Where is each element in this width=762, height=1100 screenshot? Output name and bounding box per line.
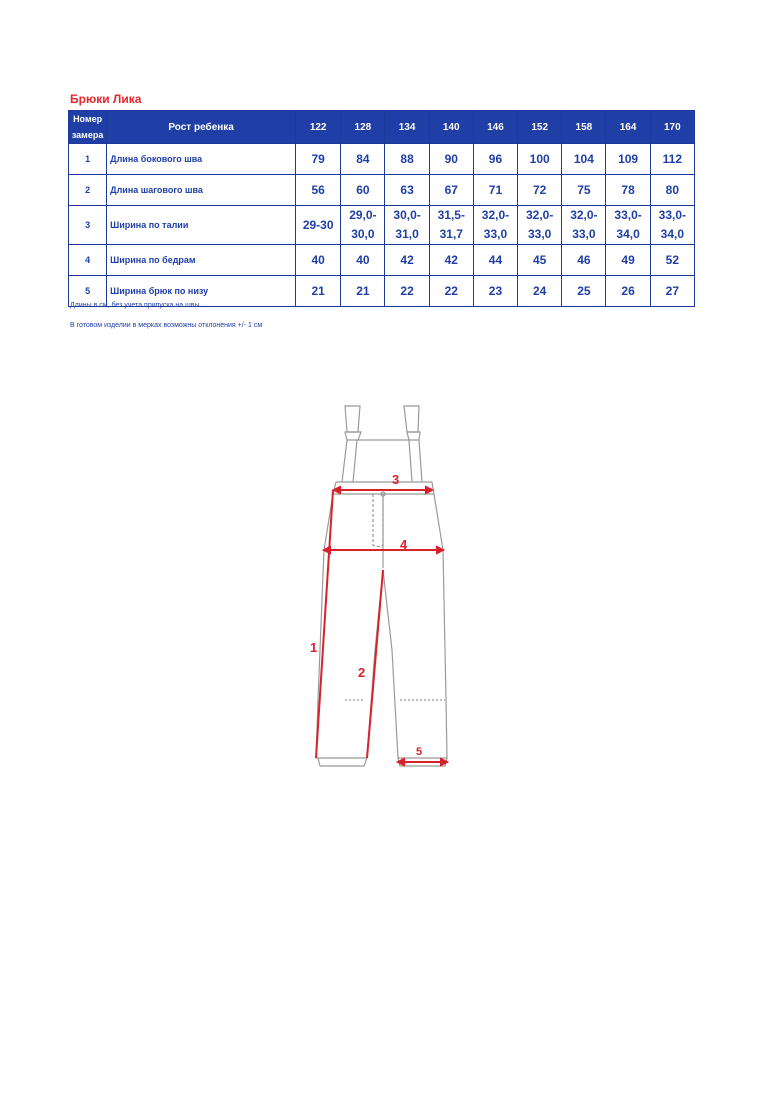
measurement-value: [473, 245, 517, 276]
measure-1-side-seam: [316, 490, 333, 758]
measurement-value: [650, 276, 694, 307]
measurement-value-line: 34,0: [660, 227, 685, 241]
measurement-value: [606, 206, 650, 245]
measurement-value: [606, 175, 650, 206]
measurement-value-line: 56: [311, 183, 325, 197]
measurement-value-line: 100: [529, 152, 550, 166]
measurement-value: [518, 276, 562, 307]
measurement-value-line: 112: [662, 152, 683, 166]
measure-label-2: 2: [358, 665, 366, 680]
note-tolerance: В готовом изделии в мерках возможны отклонения +/- 1 см: [70, 322, 263, 329]
measurement-value-line: 80: [665, 183, 680, 197]
measurement-value-line: 31,0: [395, 227, 419, 241]
measurement-number-header: [69, 111, 107, 144]
measurement-value: [429, 245, 473, 276]
measurement-value-line: 67: [444, 183, 458, 197]
measurement-value: [385, 175, 429, 206]
measurement-value-line: 24: [533, 284, 547, 298]
measurement-value-line: 23: [488, 284, 503, 298]
measurement-value-line: 21: [356, 284, 370, 298]
measurement-value-line: 33,0-: [658, 208, 687, 222]
measurement-value: [341, 276, 385, 307]
measurement-value: [518, 245, 562, 276]
measurement-value-line: 32,0-: [526, 208, 554, 222]
measurement-value: [518, 144, 562, 175]
measurement-value-line: 29-30: [302, 218, 334, 232]
measurement-value: [385, 245, 429, 276]
table-row: [69, 206, 695, 245]
measurement-value: [341, 175, 385, 206]
size-header: 128: [341, 111, 385, 144]
measure-2-inseam: [367, 570, 383, 758]
measurement-value-line: 22: [444, 284, 458, 298]
measurement-value: [562, 175, 606, 206]
measurement-value-line: 90: [444, 152, 458, 166]
measurement-value: [562, 276, 606, 307]
measurement-value-line: 44: [488, 253, 503, 267]
table-row: [69, 245, 695, 276]
measurement-value: [296, 276, 341, 307]
measurement-value-line: 104: [573, 152, 594, 166]
child-height-header: Рост ребенка: [107, 111, 296, 144]
measurement-value-line: 25: [577, 284, 591, 298]
measurement-value: [429, 206, 473, 245]
measurement-number: 1: [69, 144, 107, 175]
measurement-value: [429, 144, 473, 175]
measurement-value-line: 34,0: [616, 227, 640, 241]
measurement-value-line: 49: [621, 253, 635, 267]
measurement-value-line: 33,0: [528, 227, 552, 241]
table-header-row: [69, 111, 695, 144]
overalls-technical-drawing: [300, 400, 460, 780]
size-header: 140: [429, 111, 473, 144]
measurement-value-line: 40: [311, 253, 325, 267]
measurement-name: Ширина брюк по низу: [107, 276, 296, 307]
measurement-value: [473, 175, 517, 206]
measurement-value-line: 32,0-: [481, 208, 510, 222]
measurement-value-line: 26: [621, 284, 635, 298]
measurement-value: [606, 144, 650, 175]
measurement-value-line: 88: [400, 152, 414, 166]
measurement-value: [429, 175, 473, 206]
measurement-value-line: 46: [577, 253, 591, 267]
note-units: Длины в см, без учета припуска на швы: [70, 302, 200, 309]
measurement-value-line: 27: [665, 284, 680, 298]
measurement-value: [296, 144, 341, 175]
size-header: 152: [518, 111, 562, 144]
measurement-value: [385, 144, 429, 175]
measurement-value-line: 33,0-: [614, 208, 642, 222]
measurement-name: Ширина по бедрам: [107, 245, 296, 276]
measurement-value-line: 22: [400, 284, 414, 298]
measurement-lines: [316, 487, 447, 765]
measurement-value: [606, 245, 650, 276]
measurement-value-line: 30,0: [351, 227, 375, 241]
measurement-value: [341, 144, 385, 175]
size-header: 146: [473, 111, 517, 144]
measurement-value: [606, 276, 650, 307]
size-header: 134: [385, 111, 429, 144]
size-header: 170: [650, 111, 694, 144]
measurement-value: [296, 245, 341, 276]
measurement-value: [341, 206, 385, 245]
size-table: [68, 110, 695, 307]
measurement-value-line: 40: [356, 253, 370, 267]
measurement-value: [473, 206, 517, 245]
measurement-name: Ширина по талии: [107, 206, 296, 245]
measurement-value: [518, 175, 562, 206]
measurement-name: Длина шагового шва: [107, 175, 296, 206]
measurement-value-line: 21: [311, 284, 325, 298]
measurement-number: 3: [69, 206, 107, 245]
measurement-value-line: 63: [400, 183, 414, 197]
measurement-value-line: 33,0: [483, 227, 508, 241]
measurement-value-line: 33,0: [572, 227, 596, 241]
measurement-value: [296, 206, 341, 245]
measurement-value: [518, 206, 562, 245]
measurement-value-line: 52: [665, 253, 680, 267]
measurement-value: [562, 144, 606, 175]
measurement-value-line: 96: [488, 152, 503, 166]
measurement-value-line: 31,7: [439, 227, 463, 241]
measurement-value-line: 84: [356, 152, 370, 166]
measurement-value-line: 31,5-: [437, 208, 465, 222]
measurement-value: [429, 276, 473, 307]
measurement-value-line: 78: [621, 183, 635, 197]
measurement-value-line: 45: [533, 253, 547, 267]
measurement-value: [650, 144, 694, 175]
measurement-value-line: 29,0-: [349, 208, 377, 222]
measurement-value: [296, 175, 341, 206]
measurement-value-line: 32,0-: [570, 208, 598, 222]
measurement-number: 2: [69, 175, 107, 206]
measurement-value-line: 75: [577, 183, 591, 197]
measurement-value-line: 60: [356, 183, 370, 197]
measurement-value: [562, 206, 606, 245]
measurement-number: 5: [69, 276, 107, 307]
measurement-value: [473, 276, 517, 307]
measurement-value-line: 71: [488, 183, 503, 197]
measurement-value: [650, 245, 694, 276]
measure-label-5: 5: [416, 746, 423, 758]
measurement-value: [341, 245, 385, 276]
size-header: 122: [296, 111, 341, 144]
table-row: [69, 175, 695, 206]
measurement-value: [385, 206, 429, 245]
measure-label-4: 4: [400, 537, 408, 552]
measurement-number: 4: [69, 245, 107, 276]
measurement-value: [562, 245, 606, 276]
measurement-value-line: 42: [400, 253, 414, 267]
size-header: 158: [562, 111, 606, 144]
measurement-name: Длина бокового шва: [107, 144, 296, 175]
measure-label-1: 1: [310, 640, 318, 655]
measurement-value: [650, 175, 694, 206]
measurement-value-line: 30,0-: [393, 208, 421, 222]
table-row: [69, 144, 695, 175]
measurement-value: [385, 276, 429, 307]
measurement-value-line: 42: [444, 253, 458, 267]
page-title: Брюки Лика: [70, 92, 142, 106]
measurement-value: [473, 144, 517, 175]
measure-label-3: 3: [392, 472, 400, 487]
measurement-value: [650, 206, 694, 245]
measurement-value-line: 109: [618, 152, 639, 166]
measurement-value-line: 72: [533, 183, 547, 197]
measurement-number-header-line1: Номер: [73, 114, 103, 124]
size-header: 164: [606, 111, 650, 144]
measurement-value-line: 79: [311, 152, 325, 166]
measurement-number-header-line2: замера: [71, 130, 104, 140]
